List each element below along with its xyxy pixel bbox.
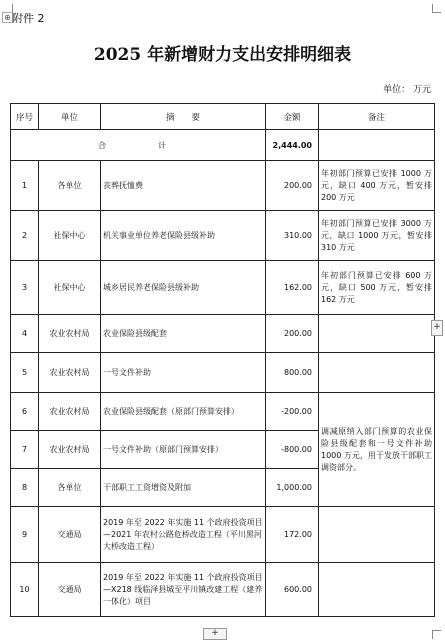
row-note <box>319 507 435 563</box>
row-note: 年初部门预算已安排 1000 万元，缺口 400 万元，暂安排 200 万元 <box>319 161 435 211</box>
row-no: 7 <box>11 431 39 469</box>
row-amount: 1,000.00 <box>266 469 319 507</box>
table-row <box>11 315 435 353</box>
row-unit: 社保中心 <box>39 211 101 261</box>
attachment-label: 附件 2 <box>12 12 45 25</box>
col-header-no: 序号 <box>11 104 39 130</box>
table-row <box>11 161 435 211</box>
page-corner-mark <box>432 630 441 639</box>
row-no: 10 <box>11 563 39 617</box>
col-header-note: 备注 <box>319 104 435 130</box>
row-unit: 交通局 <box>39 563 101 617</box>
row-no: 5 <box>11 353 39 393</box>
row-unit: 各单位 <box>39 161 101 211</box>
row-amount: -200.00 <box>266 393 319 431</box>
row-note <box>319 353 435 393</box>
row-amount: 310.00 <box>266 211 319 261</box>
row-amount: 172.00 <box>266 507 319 563</box>
row-summary: 城乡居民养老保险县级补助 <box>101 261 266 315</box>
table-row <box>11 507 435 563</box>
row-summary: 2019 年至 2022 年实施 11 个政府投资项目—2021 年农村公路危桥改造工程（平川黑河大桥改造工程） <box>101 507 266 563</box>
row-note: 年初部门预算已安排 3000 万元，缺口 1000 万元，暂安排 310 万元 <box>319 211 435 261</box>
row-no: 3 <box>11 261 39 315</box>
row-amount: 200.00 <box>266 161 319 211</box>
row-no: 9 <box>11 507 39 563</box>
row-unit: 农业农村局 <box>39 393 101 431</box>
col-header-amount: 金额 <box>266 104 319 130</box>
total-label: 合 计 <box>11 130 266 161</box>
row-no: 8 <box>11 469 39 507</box>
row-summary: 2019 年至 2022 年实施 11 个政府投资项目—X218 线临泽县城至平川镇改建工程（建养一体化）项目 <box>101 563 266 617</box>
row-unit: 农业农村局 <box>39 315 101 353</box>
unit-label: 单位： 万元 <box>383 85 431 95</box>
row-amount: -800.00 <box>266 431 319 469</box>
row-amount: 600.00 <box>266 563 319 617</box>
page-title: 2025 年新增财力支出安排明细表 <box>93 45 352 65</box>
total-row <box>11 130 435 161</box>
row-no: 4 <box>11 315 39 353</box>
table-row <box>11 353 435 393</box>
row-no: 1 <box>11 161 39 211</box>
row-unit: 社保中心 <box>39 261 101 315</box>
row-amount: 200.00 <box>266 315 319 353</box>
row-summary: 一号文件补助（原部门预算安排） <box>101 431 266 469</box>
add-row-button[interactable]: + <box>203 628 227 640</box>
table-row <box>11 261 435 315</box>
row-summary: 农业保险县级配套 <box>101 315 266 353</box>
row-note <box>319 563 435 617</box>
row-no: 6 <box>11 393 39 431</box>
col-header-summary: 摘 要 <box>101 104 266 130</box>
row-unit: 农业农村局 <box>39 431 101 469</box>
merged-note: 调减原纳入部门预算的农业保险县级配套和一号文件补助 1000 万元，用于发放干部职工调资部分。 <box>319 393 435 507</box>
table-header-row <box>11 104 435 130</box>
add-column-button[interactable]: + <box>431 320 443 336</box>
table-move-handle-icon[interactable]: ⊕ <box>2 12 13 23</box>
total-note <box>319 130 435 161</box>
col-header-unit: 单位 <box>39 104 101 130</box>
row-no: 2 <box>11 211 39 261</box>
row-summary: 丧葬抚恤费 <box>101 161 266 211</box>
row-note: 年初部门预算已安排 600 万元，缺口 500 万元，暂安排 162 万元 <box>319 261 435 315</box>
row-amount: 800.00 <box>266 353 319 393</box>
row-summary: 机关事业单位养老保险县级补助 <box>101 211 266 261</box>
row-unit: 各单位 <box>39 469 101 507</box>
table-row <box>11 393 435 431</box>
row-unit: 交通局 <box>39 507 101 563</box>
row-summary: 干部职工工资增资及附加 <box>101 469 266 507</box>
page-corner-mark <box>432 4 441 13</box>
row-summary: 一号文件补助 <box>101 353 266 393</box>
table-row <box>11 563 435 617</box>
table-row <box>11 211 435 261</box>
row-amount: 162.00 <box>266 261 319 315</box>
row-unit: 农业农村局 <box>39 353 101 393</box>
expenditure-table <box>10 103 435 617</box>
row-summary: 农业保险县级配套（原部门预算安排） <box>101 393 266 431</box>
row-note <box>319 315 435 353</box>
total-amount: 2,444.00 <box>266 130 319 161</box>
